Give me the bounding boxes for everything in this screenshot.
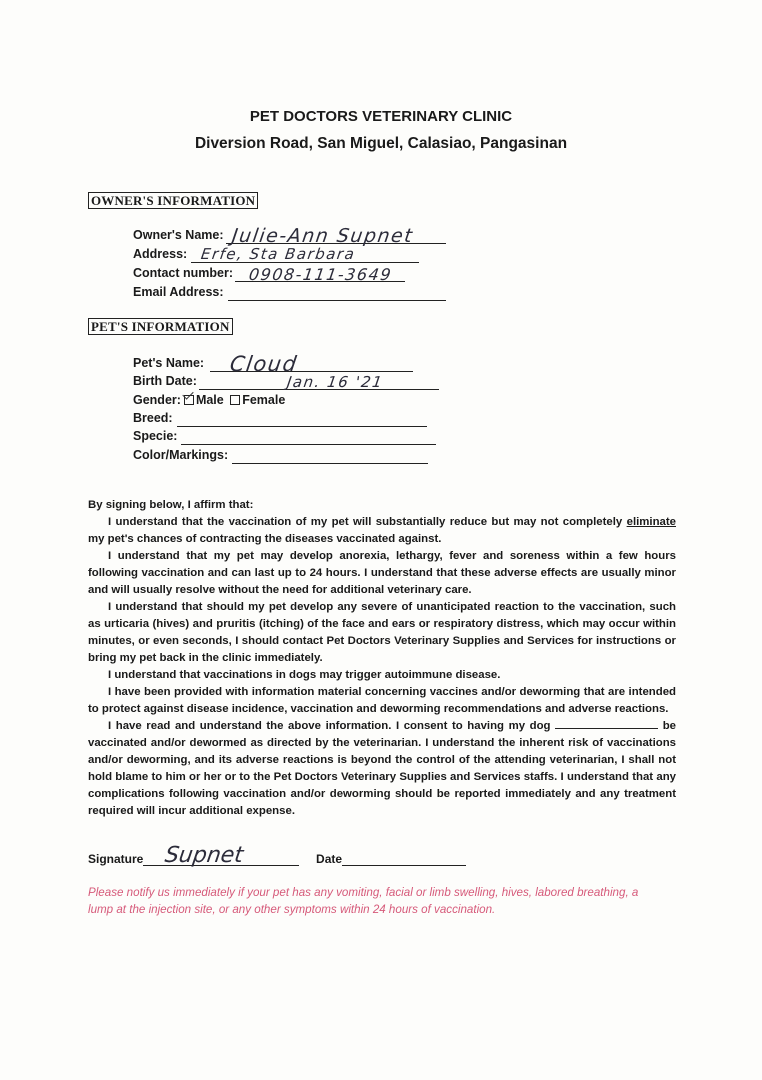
birth-date-value: Jan. 16 '21 bbox=[285, 373, 385, 391]
pet-name-field[interactable] bbox=[133, 352, 413, 376]
specie-line[interactable] bbox=[181, 430, 436, 445]
male-checkbox[interactable] bbox=[184, 395, 194, 405]
consent-paragraph-5: I have been provided with information material concerning vaccines and/or deworming that are intended to protect against disease incidence, vaccination and deworming recommendations and adverse reactions. bbox=[88, 686, 676, 715]
signature-value: Supnet bbox=[163, 843, 246, 868]
color-markings-line[interactable] bbox=[232, 449, 428, 464]
signature-line[interactable] bbox=[143, 843, 299, 868]
specie-field[interactable] bbox=[133, 428, 436, 445]
breed-line[interactable] bbox=[177, 412, 427, 427]
eliminate-word: eliminate bbox=[626, 516, 676, 528]
consent-intro: By signing below, I affirm that: bbox=[88, 499, 254, 511]
owner-address-field[interactable] bbox=[133, 246, 419, 263]
gender-field bbox=[133, 392, 285, 409]
owner-email-label: Email Address: bbox=[133, 285, 224, 299]
clinic-address: Diversion Road, San Miguel, Calasiao, Pangasinan bbox=[194, 135, 568, 152]
signature-row bbox=[88, 843, 466, 872]
owner-contact-label: Contact number: bbox=[133, 266, 233, 280]
female-label: Female bbox=[242, 393, 286, 407]
signature-label: Signature bbox=[88, 852, 144, 866]
pet-name-line[interactable] bbox=[210, 352, 413, 376]
dog-name-blank[interactable] bbox=[555, 718, 658, 729]
birth-date-field[interactable] bbox=[133, 373, 439, 390]
breed-field[interactable] bbox=[133, 410, 427, 427]
consent-text bbox=[88, 497, 676, 820]
color-markings-field[interactable] bbox=[133, 447, 428, 464]
owner-name-line[interactable] bbox=[226, 225, 446, 247]
owner-address-value: Erfe, Sta Barbara bbox=[199, 245, 357, 263]
female-checkbox[interactable] bbox=[230, 395, 240, 405]
male-label: Male bbox=[195, 393, 224, 407]
owner-email-field[interactable] bbox=[133, 284, 446, 301]
owner-contact-field[interactable] bbox=[133, 265, 405, 282]
owner-section-heading: OWNER'S INFORMATION bbox=[88, 192, 258, 209]
specie-label: Specie: bbox=[133, 429, 178, 443]
owner-address-line[interactable] bbox=[191, 245, 419, 263]
pet-name-label: Pet's Name: bbox=[133, 356, 205, 370]
consent-paragraph-2: I understand that my pet may develop anorexia, lethargy, fever and soreness within a few hours following vaccination and can last up to 24 hours. I understand that these adverse effects are usually minor and will usually resolve without the need for additional veterinary care. bbox=[88, 550, 676, 596]
owner-name-value: Julie-Ann Supnet bbox=[230, 225, 415, 247]
owner-contact-value: 0908-111-3649 bbox=[247, 265, 394, 284]
color-markings-label: Color/Markings: bbox=[133, 448, 229, 462]
breed-label: Breed: bbox=[133, 411, 173, 425]
date-label: Date bbox=[316, 852, 343, 866]
clinic-name: PET DOCTORS VETERINARY CLINIC bbox=[249, 108, 513, 125]
owner-contact-line[interactable] bbox=[235, 267, 405, 282]
pet-name-value: Cloud bbox=[228, 352, 300, 376]
birth-date-line[interactable] bbox=[199, 375, 439, 390]
consent-paragraph-1: I understand that the vaccination of my pet will substantially reduce but may not completely eliminate my pet's chances of contracting the diseases vaccinated against. bbox=[88, 516, 676, 545]
notice-text: Please notify us immediately if your pet has any vomiting, facial or limb swelling, hives, labored breathing, a lump at the injection site, or any other symptoms within 24 hours of vaccination. bbox=[88, 886, 639, 916]
gender-label: Gender: bbox=[133, 393, 181, 407]
consent-paragraph-6: I have read and understand the above information. I consent to having my dog be vaccinated and/or dewormed as directed by the veterinarian. I understand the inherent risk of vaccinations and/or deworming, and its adverse reactions is beyond the control of the attending veterinarian, I shall not hold blame to him or her or to the Pet Doctors Veterinary Supplies and Services staffs. I understand that any complications following vaccination and/or deworming should be reported immediately and any treatment required will incur additional expense. bbox=[88, 720, 676, 817]
date-line[interactable] bbox=[342, 853, 466, 866]
birth-date-label: Birth Date: bbox=[133, 374, 197, 388]
consent-paragraph-4: I understand that vaccinations in dogs may trigger autoimmune disease. bbox=[108, 669, 501, 681]
owner-address-label: Address: bbox=[133, 247, 188, 261]
owner-email-line[interactable] bbox=[228, 286, 446, 301]
pet-section-heading: PET'S INFORMATION bbox=[88, 318, 233, 335]
owner-name-label: Owner's Name: bbox=[133, 228, 224, 242]
consent-paragraph-3: I understand that should my pet develop any severe of unanticipated reaction to the vaccination, such as urticaria (hives) and pruritis (itching) of the face and ears or respiratory distress, which may occur within minutes, or even seconds, I should contact Pet Doctors Veterinary Supplies and Services for instructions or bring my pet back in the clinic immediately. bbox=[88, 601, 676, 664]
owner-name-field[interactable] bbox=[133, 225, 446, 247]
